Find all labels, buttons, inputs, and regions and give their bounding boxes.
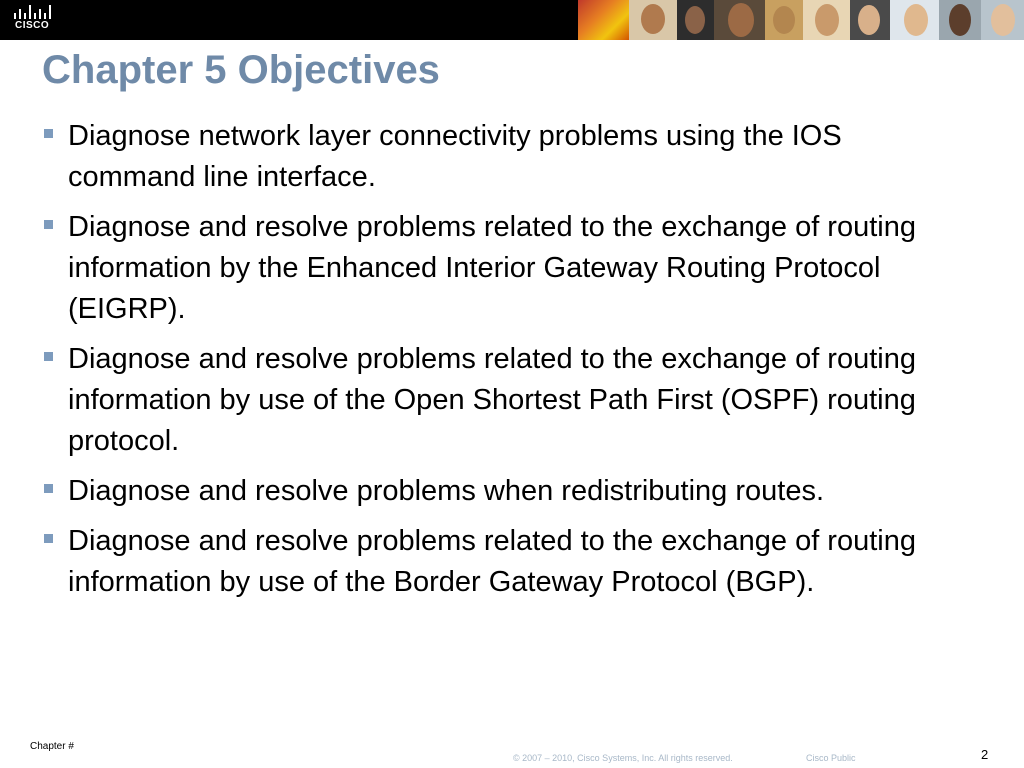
list-item-text: Diagnose and resolve problems related to the exchange of routing information by the Enhanced Interior Gateway Routing Protocol (EIGRP). <box>68 211 916 325</box>
photo-person <box>714 0 765 40</box>
photo-person <box>850 0 889 40</box>
photo-fire-texture <box>578 0 629 40</box>
slide-title: Chapter 5 Objectives <box>42 48 440 92</box>
page-number: 2 <box>981 747 989 762</box>
footer-classification: Cisco Public <box>806 753 856 763</box>
list-item-text: Diagnose and resolve problems related to the exchange of routing information by use of the Open Shortest Path First (OSPF) routing protocol. <box>68 343 916 457</box>
header-banner <box>0 0 1024 40</box>
list-item <box>42 116 972 198</box>
photo-person <box>629 0 676 40</box>
objectives-list <box>42 116 972 612</box>
logo-text: CISCO <box>15 20 50 31</box>
list-item-text: Diagnose and resolve problems when redistributing routes. <box>68 475 825 507</box>
photo-person <box>677 0 715 40</box>
list-item <box>42 207 972 330</box>
photo-person <box>803 0 850 40</box>
square-bullet-icon <box>44 220 53 229</box>
photo-strip <box>578 0 1024 40</box>
square-bullet-icon <box>44 484 53 493</box>
list-item <box>42 521 972 603</box>
footer-chapter-label: Chapter # <box>30 741 74 752</box>
square-bullet-icon <box>44 129 53 138</box>
square-bullet-icon <box>44 534 53 543</box>
photo-person <box>890 0 939 40</box>
footer-copyright: © 2007 – 2010, Cisco Systems, Inc. All rights reserved. <box>513 753 733 763</box>
list-item-text: Diagnose network layer connectivity problems using the IOS command line interface. <box>68 120 842 193</box>
square-bullet-icon <box>44 352 53 361</box>
photo-person <box>939 0 980 40</box>
photo-person <box>765 0 803 40</box>
list-item-text: Diagnose and resolve problems related to the exchange of routing information by use of the Border Gateway Protocol (BGP). <box>68 525 916 598</box>
list-item <box>42 339 972 462</box>
list-item <box>42 471 972 512</box>
photo-person <box>981 0 1024 40</box>
